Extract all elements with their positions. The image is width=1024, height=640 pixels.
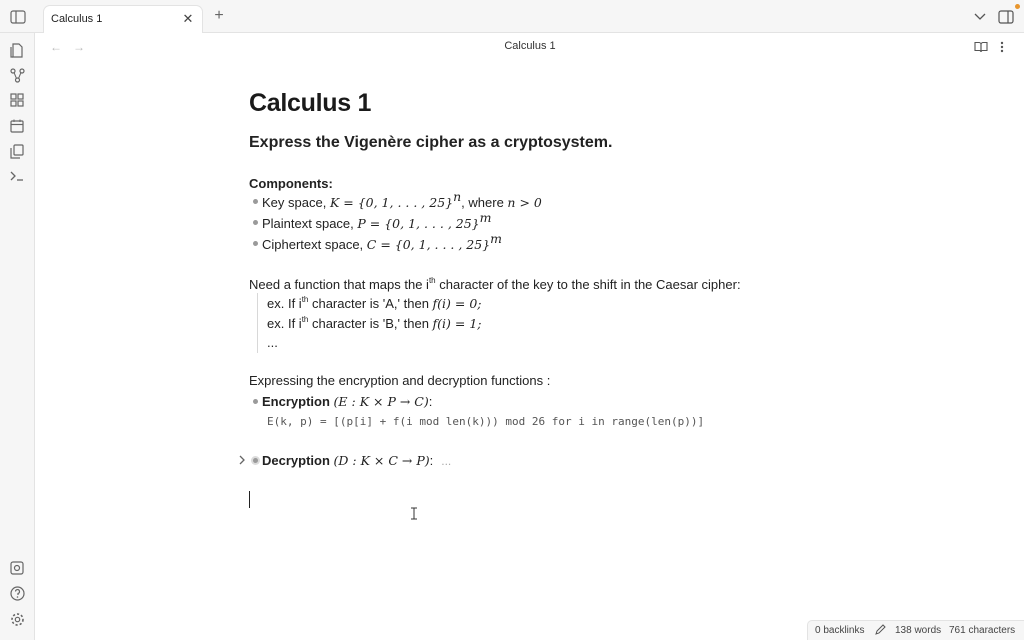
decryption-math: (D : K × C → P) bbox=[333, 453, 430, 468]
file-explorer-icon[interactable] bbox=[8, 41, 26, 59]
tab-calculus-1[interactable] bbox=[43, 5, 203, 33]
encryption-math: (E : K × P → C) bbox=[333, 394, 429, 409]
help-icon[interactable] bbox=[8, 584, 26, 602]
list-item-ciphertext-space[interactable] bbox=[262, 231, 503, 252]
note-title[interactable]: Calculus 1 bbox=[249, 89, 372, 117]
key-space-label: Key space, bbox=[262, 195, 330, 210]
bullet-icon bbox=[253, 220, 258, 225]
indent-guide bbox=[257, 293, 258, 353]
terminal-icon[interactable] bbox=[8, 167, 26, 185]
need-sup: th bbox=[428, 276, 436, 285]
back-arrow-icon[interactable]: ← bbox=[50, 40, 62, 54]
expressing-line[interactable]: Expressing the encryption and decryption functions : bbox=[249, 373, 551, 388]
view-title[interactable]: Calculus 1 bbox=[504, 40, 556, 52]
list-item-decryption[interactable] bbox=[262, 453, 451, 468]
ex2-pre: ex. If i bbox=[267, 316, 302, 331]
ex1-pre: ex. If i bbox=[267, 296, 302, 311]
tab-title: Calculus 1 bbox=[51, 13, 103, 25]
list-item-key-space[interactable] bbox=[262, 189, 542, 210]
list-item-plaintext-space[interactable] bbox=[262, 210, 492, 231]
new-tab-icon[interactable]: + bbox=[214, 7, 224, 24]
ex2-math: f(i) = 1; bbox=[432, 316, 482, 331]
calendar-icon[interactable] bbox=[8, 117, 26, 135]
text-cursor bbox=[249, 491, 250, 508]
bullet-icon bbox=[253, 241, 258, 246]
key-space-sup: n bbox=[453, 189, 462, 204]
plaintext-label: Plaintext space, bbox=[262, 216, 358, 231]
example-b[interactable] bbox=[267, 316, 482, 331]
key-space-where: , where bbox=[461, 195, 508, 210]
forward-arrow-icon[interactable]: → bbox=[73, 40, 85, 54]
copy-icon[interactable] bbox=[8, 142, 26, 160]
ex1-math: f(i) = 0; bbox=[432, 296, 482, 311]
chevron-right-icon[interactable] bbox=[237, 455, 247, 465]
ibeam-cursor-icon bbox=[410, 507, 418, 520]
function-description[interactable] bbox=[249, 277, 741, 292]
ex2-mid: character is 'B,' then bbox=[308, 316, 433, 331]
view-header bbox=[36, 33, 1024, 61]
ribbon bbox=[0, 33, 35, 640]
example-more[interactable]: ... bbox=[267, 335, 278, 350]
components-label[interactable]: Components: bbox=[249, 176, 333, 191]
sidebar-toggle-icon[interactable] bbox=[8, 7, 28, 27]
more-options-icon[interactable] bbox=[994, 39, 1010, 55]
key-space-math: K = {0, 1, . . . , 25} bbox=[329, 195, 454, 210]
encryption-code[interactable]: E(k, p) = [(p[i] + f(i mod len(k))) mod 26 for i in range(len(p))] bbox=[267, 415, 705, 428]
update-dot-icon bbox=[1015, 4, 1020, 9]
ex1-mid: character is 'A,' then bbox=[308, 296, 433, 311]
decryption-colon: : bbox=[429, 453, 434, 468]
key-space-cond: n > 0 bbox=[507, 195, 542, 210]
list-item-encryption[interactable] bbox=[262, 394, 432, 409]
vault-icon[interactable] bbox=[8, 559, 26, 577]
chevron-down-icon[interactable] bbox=[970, 7, 990, 27]
note-heading[interactable]: Express the Vigenère cipher as a cryptosystem. bbox=[249, 134, 613, 151]
bullet-icon bbox=[253, 199, 258, 204]
need-pre: Need a function that maps the i bbox=[249, 277, 429, 292]
tab-bar bbox=[0, 0, 1024, 33]
ex1-sup: th bbox=[301, 295, 309, 304]
pencil-icon[interactable] bbox=[874, 624, 886, 639]
decryption-label: Decryption bbox=[262, 453, 330, 468]
status-bar bbox=[807, 620, 1024, 640]
gear-icon[interactable] bbox=[8, 610, 26, 628]
word-count: 138 words bbox=[895, 625, 942, 636]
collapsed-bullet-icon[interactable] bbox=[251, 456, 260, 465]
close-icon[interactable]: ✕ bbox=[182, 11, 194, 26]
canvas-icon[interactable] bbox=[8, 91, 26, 109]
backlinks-count[interactable]: 0 backlinks bbox=[815, 625, 865, 636]
graph-view-icon[interactable] bbox=[8, 66, 26, 84]
bullet-icon bbox=[253, 399, 258, 404]
plaintext-sup: m bbox=[479, 210, 492, 225]
plaintext-math: P = {0, 1, . . . , 25} bbox=[357, 216, 480, 231]
encryption-label: Encryption bbox=[262, 394, 330, 409]
reading-view-icon[interactable] bbox=[973, 39, 989, 55]
ciphertext-label: Ciphertext space, bbox=[262, 237, 367, 252]
example-a[interactable] bbox=[267, 296, 482, 311]
ciphertext-math: C = {0, 1, . . . , 25} bbox=[366, 237, 491, 252]
need-post: character of the key to the shift in the Caesar cipher: bbox=[435, 277, 741, 292]
encryption-colon: : bbox=[428, 394, 433, 409]
character-count: 761 characters bbox=[949, 625, 1016, 636]
ciphertext-sup: m bbox=[490, 231, 503, 246]
right-sidebar-toggle-icon[interactable] bbox=[996, 7, 1016, 27]
folded-ellipsis[interactable]: ... bbox=[441, 454, 452, 468]
ex2-sup: th bbox=[301, 315, 309, 324]
